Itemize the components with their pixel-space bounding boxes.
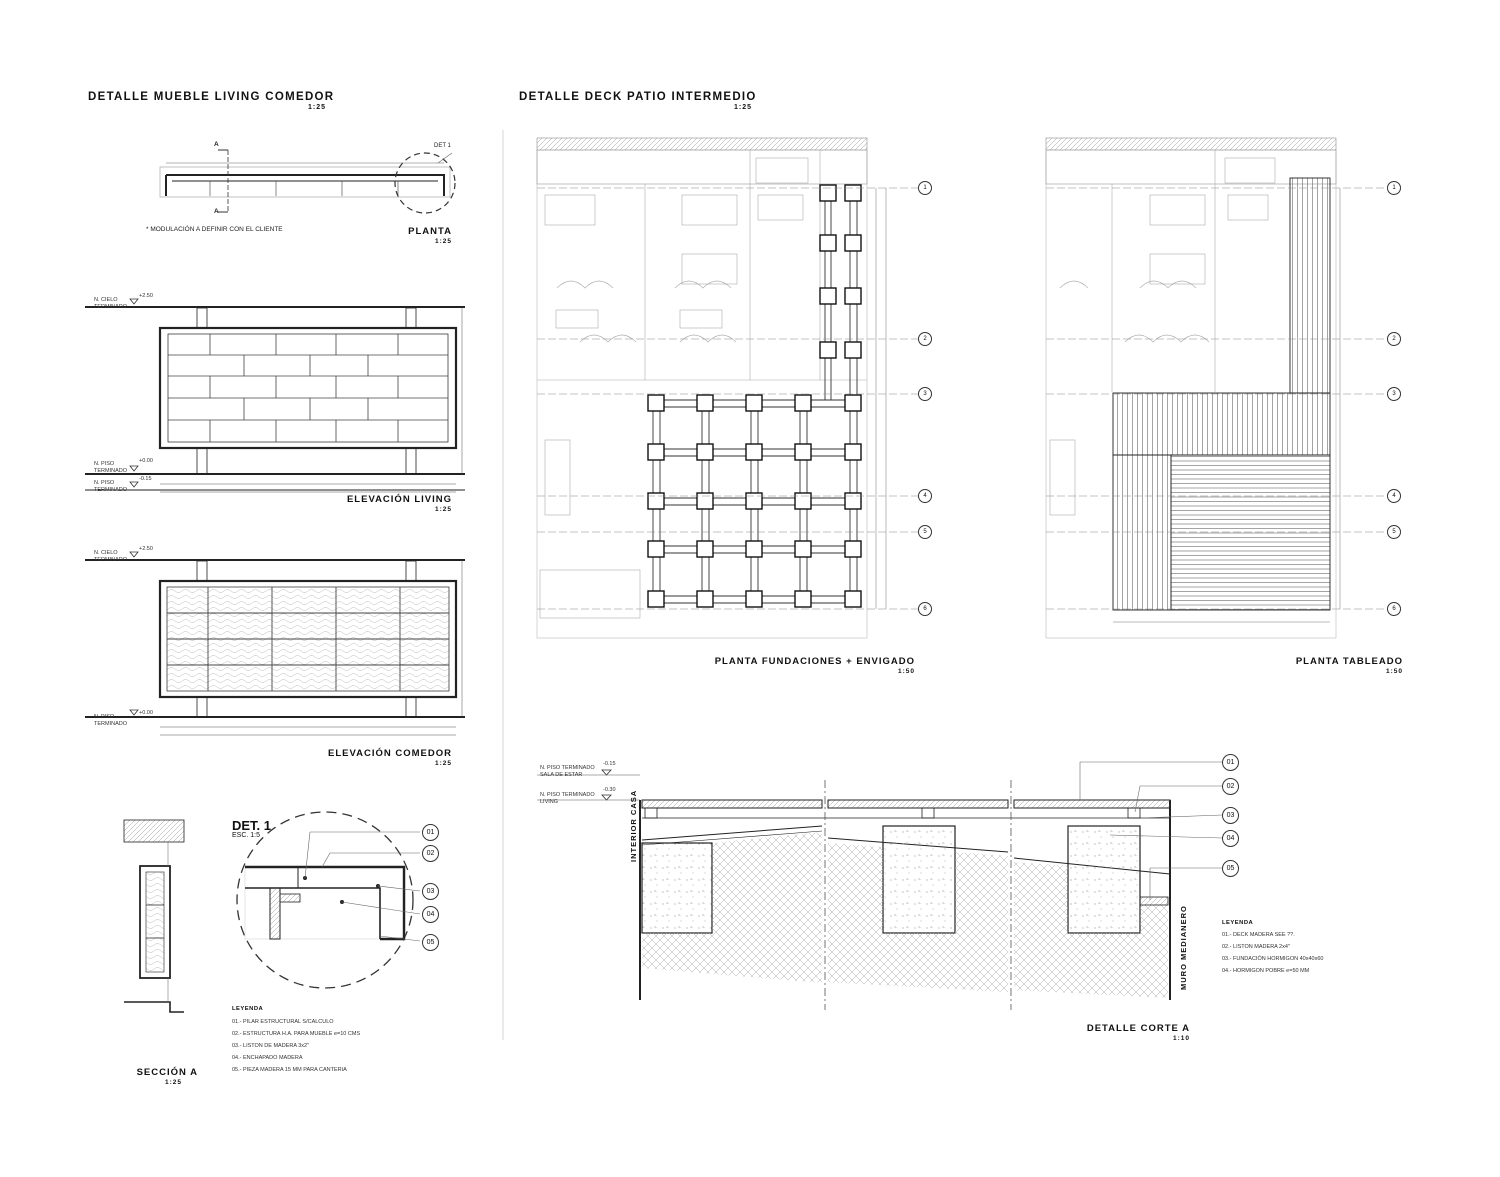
corte-callout-05: 05: [1222, 860, 1239, 877]
planta-fundaciones: [537, 138, 918, 638]
tab-axis-3: 3: [1387, 387, 1401, 401]
planta-fundaciones-label: PLANTA FUNDACIONES + ENVIGADO: [714, 656, 915, 667]
elevacion-comedor: [85, 552, 465, 735]
level-piso-comedor: N. PISO TERMINADO: [94, 714, 127, 727]
corte-callout-03: 03: [1222, 807, 1239, 824]
corte-callout-04: 04: [1222, 830, 1239, 847]
det1-legend-title: LEYENDA: [232, 1006, 264, 1012]
corte-a: [537, 762, 1222, 1010]
det1-callout-01: 01: [422, 824, 439, 841]
fund-axis-6: 6: [918, 602, 932, 616]
level-cielo-comedor: N. CIELO TERMINADO: [94, 550, 127, 563]
level-cielo-living: N. CIELO TERMINADO: [94, 297, 127, 310]
corte-level-living: N. PISO TERMINADO LIVING: [540, 792, 595, 805]
tab-axis-1: 1: [1387, 181, 1401, 195]
corte-legend-item: 04.- HORMIGON POBRE e=50 MM: [1222, 968, 1310, 974]
tab-axis-6: 6: [1387, 602, 1401, 616]
elevacion-living-scale: 1:25: [434, 506, 452, 513]
level-piso-living-2-value: -0.15: [139, 476, 152, 482]
planta-note: * MODULACIÓN A DEFINIR CON EL CLIENTE: [146, 226, 283, 233]
tab-axis-5: 5: [1387, 525, 1401, 539]
fund-axis-2: 2: [918, 332, 932, 346]
level-cielo-comedor-value: +2.50: [139, 546, 153, 552]
det1-legend-item: 04.- ENCHAPADO MADERA: [232, 1055, 303, 1061]
seccion-a-scale: 1:25: [164, 1079, 182, 1086]
right-panel-title: DETALLE DECK PATIO INTERMEDIO: [519, 91, 757, 103]
seccion-a: [124, 820, 184, 1012]
corte-callout-01: 01: [1222, 754, 1239, 771]
corte-legend-item: 03.- FUNDACIÓN HORMIGON 40x40x60: [1222, 956, 1324, 962]
planta-fundaciones-scale: 1:50: [897, 668, 915, 675]
section-marker-top: A: [214, 141, 219, 148]
left-panel-title: DETALLE MUEBLE LIVING COMEDOR: [88, 91, 335, 103]
det1-callout-02: 02: [422, 845, 439, 862]
det1-legend: [232, 1006, 360, 1076]
det1-callout-04: 04: [422, 906, 439, 923]
det1-title: DET. 1: [232, 818, 272, 833]
corte-legend-item: 01.- DECK MADERA SEE ??.: [1222, 932, 1295, 938]
level-cielo-living-value: +2.50: [139, 293, 153, 299]
planta-tableado-scale: 1:50: [1385, 668, 1403, 675]
det1-callout-03: 03: [422, 883, 439, 900]
elevacion-comedor-label: ELEVACIÓN COMEDOR: [328, 748, 452, 759]
det1-legend-item: 01.- PILAR ESTRUCTURAL S/CALCULO: [232, 1019, 334, 1025]
corte-legend-item: 02.- LISTON MADERA 2x4": [1222, 944, 1290, 950]
corte-a-label: DETALLE CORTE A: [1086, 1023, 1190, 1034]
interior-casa-label: INTERIOR CASA: [629, 789, 638, 862]
corte-level-sala-value: -0.15: [603, 761, 616, 767]
level-piso-living-1-value: +0.00: [139, 458, 153, 464]
corte-level-living-value: -0.30: [603, 787, 616, 793]
fund-axis-1: 1: [918, 181, 932, 195]
det1-legend-item: 02.- ESTRUCTURA H.A. PARA MUEBLE e=10 CMS: [232, 1031, 361, 1037]
planta-mueble: [160, 150, 455, 213]
fund-axis-3: 3: [918, 387, 932, 401]
planta-scale: 1:25: [434, 238, 452, 245]
planta-tableado: [1046, 138, 1385, 638]
seccion-a-label: SECCIÓN A: [136, 1067, 198, 1078]
corte-level-sala: N. PISO TERMINADO SALA DE ESTAR: [540, 765, 595, 778]
elevacion-comedor-scale: 1:25: [434, 760, 452, 767]
muro-medianero-label: MURO MEDIANERO: [1179, 905, 1188, 990]
level-piso-comedor-value: +0.00: [139, 710, 153, 716]
planta-label: PLANTA: [408, 226, 452, 237]
elevacion-living-label: ELEVACIÓN LIVING: [346, 494, 452, 505]
detail-tag: DET 1: [434, 143, 451, 149]
corte-legend-title: LEYENDA: [1222, 920, 1254, 926]
level-piso-living-1: N. PISO TERMINADO: [94, 461, 127, 474]
corte-a-scale: 1:10: [1172, 1035, 1190, 1042]
det-1: [237, 812, 420, 988]
corte-callout-02: 02: [1222, 778, 1239, 795]
corte-legend: [1222, 920, 1323, 977]
section-marker-bottom: A: [214, 208, 219, 215]
fund-axis-4: 4: [918, 489, 932, 503]
tab-axis-4: 4: [1387, 489, 1401, 503]
det1-callout-05: 05: [422, 934, 439, 951]
det1-scale: ESC. 1:5: [232, 832, 261, 839]
det1-legend-item: 05.- PIEZA MADERA 15 MM PARA CANTERIA: [232, 1067, 347, 1073]
planta-tableado-label: PLANTA TABLEADO: [1295, 656, 1403, 667]
tab-axis-2: 2: [1387, 332, 1401, 346]
left-panel-scale: 1:25: [307, 104, 326, 111]
right-panel-scale: 1:25: [733, 104, 752, 111]
fund-axis-5: 5: [918, 525, 932, 539]
level-piso-living-2: N. PISO TERMINADO: [94, 480, 127, 493]
det1-legend-item: 03.- LISTON DE MADERA 3x2": [232, 1043, 310, 1049]
